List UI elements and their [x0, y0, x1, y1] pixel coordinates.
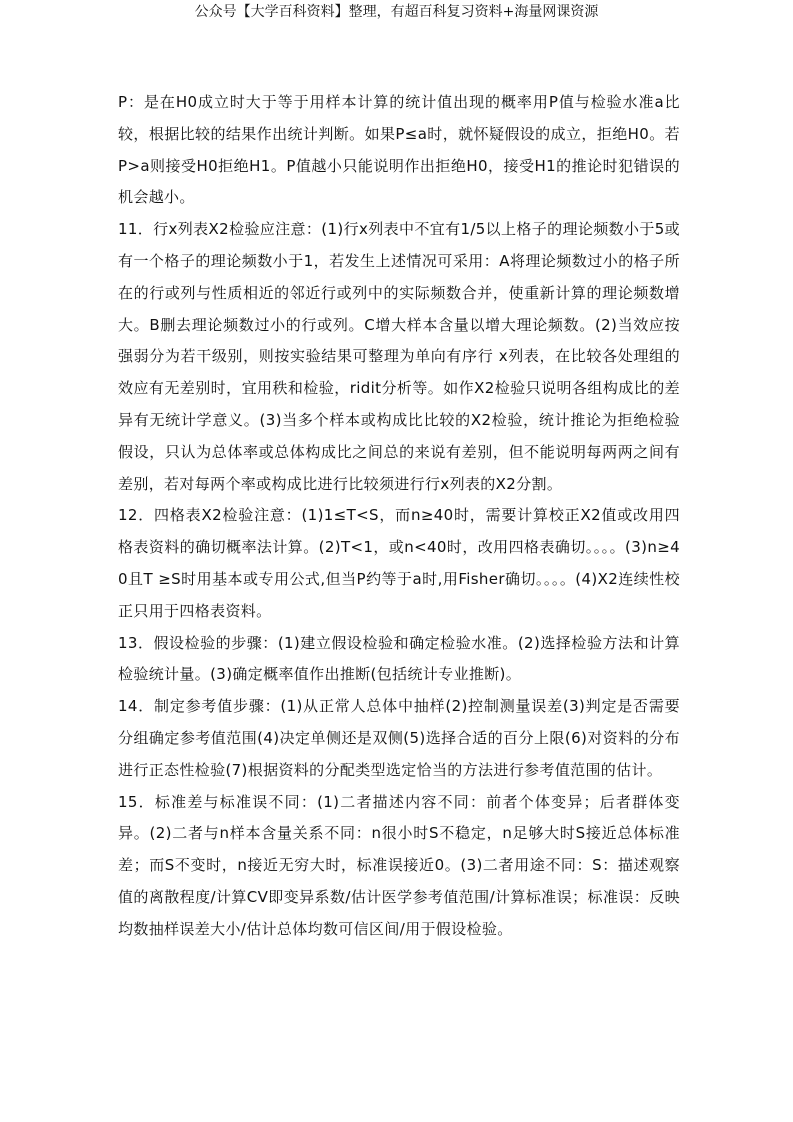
page-header: 公众号【大学百科资料】整理，有超百科复习资料+海量网课资源: [194, 4, 599, 20]
paragraph-14: 14．制定参考值步骤：(1)从正常人总体中抽样(2)控制测量误差(3)判定是否需要分组确定参考值范围(4)决定单侧还是双侧(5)选择合适的百分上限(6)对资料的分布进行正态性检验(7)根据资料的分配类型选定恰当的方法进行参考值范围的估计。: [118, 697, 680, 779]
document-body: [118, 87, 680, 946]
paragraph-15: 15．标准差与标准误不同：(1)二者描述内容不同：前者个体变异；后者群体变异。(2)二者与n样本含量关系不同：n很小时S不稳定，n足够大时S接近总体标准差；而S不变时，n接近无穷大时，标准误接近0。(3)二者用途不同：S：描述观察值的离散程度/计算CV即变异系数/估计医学参考值范围/计算标准误；标准误：反映均数抽样误差大小/估计总体均数可信区间/用于假设检验。: [118, 792, 680, 938]
paragraph-13: 13．假设检验的步骤：(1)建立假设检验和确定检验水准。(2)选择检验方法和计算检验统计量。(3)确定概率值作出推断(包括统计专业推断)。: [118, 633, 680, 684]
paragraph-p-value: P：是在H0成立时大于等于用样本计算的统计值出现的概率用P值与检验水准a比较，根据比较的结果作出统计判断。如果P≤a时，就怀疑假设的成立，拒绝H0。若P>a则接受H0拒绝H1。P值越小只能说明作出拒绝H0，接受H1的推论时犯错误的机会越小。: [118, 93, 680, 207]
paragraph-12: 12．四格表X2检验注意：(1)1≤T<S，而n≥40时，需要计算校正X2值或改用四格表资料的确切概率法计算。(2)T<1，或n<40时，改用四格表确切。。。。(3)n≥40且T ≥S时用基本或专用公式,但当P约等于a时,用Fisher确切。。。。(4)X2连续性校正只用于四格表资料。: [118, 506, 680, 620]
paragraph-11: 11．行x列表X2检验应注意：(1)行x列表中不宜有1/5以上格子的理论频数小于5或有一个格子的理论频数小于1，若发生上述情况可采用：A将理论频数过小的格子所在的行或列与性质相近的邻近行或列中的实际频数合并，使重新计算的理论频数增大。B删去理论频数过小的行或列。C增大样本含量以增大理论频数。(2)当效应按强弱分为若干级别，则按实验结果可整理为单向有序行 x列表，在比较各处理组的效应有无差别时，宜用秩和检验，ridit分析等。如作X2检验只说明各组构成比的差异有无统计学意义。(3)当多个样本或构成比比较的X2检验，统计推论为拒绝检验假设，只认为总体率或总体构成比之间总的来说有差别，但不能说明每两两之间有差别，若对每两个率或构成比进行比较须进行行x列表的X2分割。: [118, 220, 680, 493]
